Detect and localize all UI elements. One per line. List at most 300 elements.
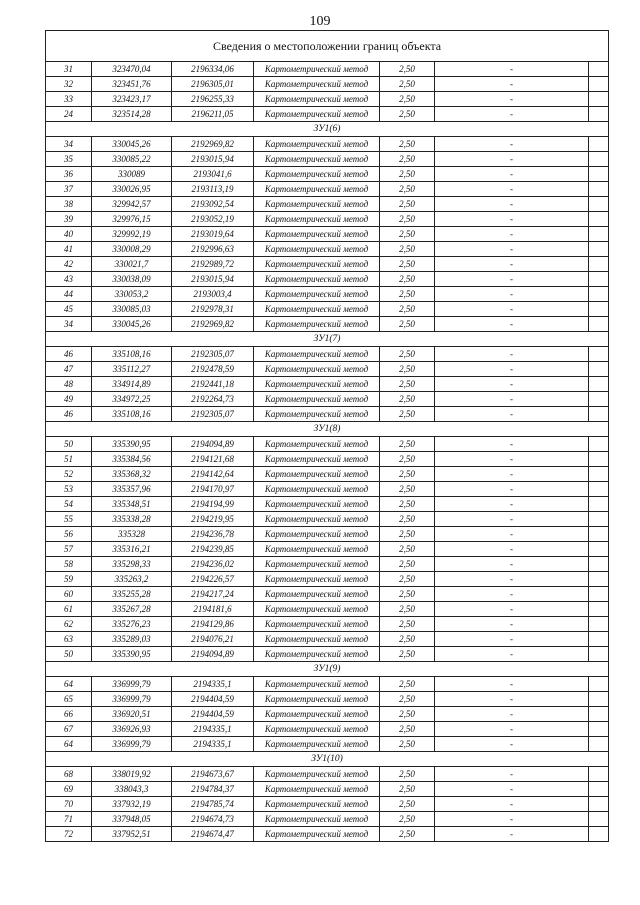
empty-cell: [589, 497, 609, 512]
section-label: ЗУ1(7): [46, 332, 609, 347]
method-cell: Картометрический метод: [254, 347, 380, 362]
table-row: [46, 107, 609, 122]
empty-cell: [589, 782, 609, 797]
y-coordinate-cell: 2194673,67: [172, 767, 254, 782]
empty-cell: [589, 272, 609, 287]
empty-cell: [589, 602, 609, 617]
table-row: [46, 542, 609, 557]
empty-cell: [589, 722, 609, 737]
table-row: [46, 467, 609, 482]
precision-cell: 2,50: [380, 227, 435, 242]
method-cell: Картометрический метод: [254, 287, 380, 302]
point-number-cell: 50: [46, 437, 92, 452]
point-number-cell: 46: [46, 407, 92, 422]
method-cell: Картометрический метод: [254, 302, 380, 317]
method-cell: Картометрический метод: [254, 677, 380, 692]
x-coordinate-cell: 329992,19: [92, 227, 172, 242]
precision-cell: 2,50: [380, 782, 435, 797]
empty-cell: [589, 647, 609, 662]
description-cell: -: [435, 632, 589, 647]
table-row: [46, 182, 609, 197]
description-cell: -: [435, 797, 589, 812]
description-cell: -: [435, 512, 589, 527]
description-cell: -: [435, 167, 589, 182]
empty-cell: [589, 302, 609, 317]
x-coordinate-cell: 335390,95: [92, 437, 172, 452]
table-row: [46, 167, 609, 182]
empty-cell: [589, 827, 609, 842]
method-cell: Картометрический метод: [254, 767, 380, 782]
method-cell: Картометрический метод: [254, 602, 380, 617]
point-number-cell: 57: [46, 542, 92, 557]
precision-cell: 2,50: [380, 527, 435, 542]
precision-cell: 2,50: [380, 677, 435, 692]
description-cell: -: [435, 497, 589, 512]
empty-cell: [589, 347, 609, 362]
precision-cell: 2,50: [380, 257, 435, 272]
point-number-cell: 50: [46, 647, 92, 662]
x-coordinate-cell: 335263,2: [92, 572, 172, 587]
y-coordinate-cell: 2196255,33: [172, 92, 254, 107]
table-row: [46, 632, 609, 647]
table-row: [46, 767, 609, 782]
description-cell: -: [435, 137, 589, 152]
table-row: [46, 617, 609, 632]
method-cell: Картометрический метод: [254, 317, 380, 332]
x-coordinate-cell: 336999,79: [92, 737, 172, 752]
table-row: [46, 497, 609, 512]
precision-cell: 2,50: [380, 347, 435, 362]
x-coordinate-cell: 335357,96: [92, 482, 172, 497]
point-number-cell: 47: [46, 362, 92, 377]
boundary-coordinates-table: [45, 30, 609, 842]
empty-cell: [589, 632, 609, 647]
section-label: ЗУ1(10): [46, 752, 609, 767]
y-coordinate-cell: 2193015,94: [172, 272, 254, 287]
y-coordinate-cell: 2193015,94: [172, 152, 254, 167]
empty-cell: [589, 392, 609, 407]
x-coordinate-cell: 330053,2: [92, 287, 172, 302]
description-cell: -: [435, 227, 589, 242]
empty-cell: [589, 167, 609, 182]
precision-cell: 2,50: [380, 137, 435, 152]
x-coordinate-cell: 323470,04: [92, 62, 172, 77]
description-cell: -: [435, 587, 589, 602]
table-row: [46, 62, 609, 77]
point-number-cell: 67: [46, 722, 92, 737]
y-coordinate-cell: 2193092,54: [172, 197, 254, 212]
y-coordinate-cell: 2194219,95: [172, 512, 254, 527]
description-cell: -: [435, 257, 589, 272]
method-cell: Картометрический метод: [254, 512, 380, 527]
precision-cell: 2,50: [380, 572, 435, 587]
description-cell: -: [435, 572, 589, 587]
precision-cell: 2,50: [380, 242, 435, 257]
y-coordinate-cell: 2194785,74: [172, 797, 254, 812]
table-row: [46, 272, 609, 287]
description-cell: -: [435, 197, 589, 212]
precision-cell: 2,50: [380, 182, 435, 197]
empty-cell: [589, 677, 609, 692]
table-row: [46, 137, 609, 152]
empty-cell: [589, 317, 609, 332]
point-number-cell: 63: [46, 632, 92, 647]
y-coordinate-cell: 2193113,19: [172, 182, 254, 197]
description-cell: -: [435, 527, 589, 542]
precision-cell: 2,50: [380, 77, 435, 92]
description-cell: -: [435, 467, 589, 482]
point-number-cell: 61: [46, 602, 92, 617]
y-coordinate-cell: 2192969,82: [172, 317, 254, 332]
table-row: [46, 152, 609, 167]
y-coordinate-cell: 2192996,63: [172, 242, 254, 257]
point-number-cell: 24: [46, 107, 92, 122]
description-cell: -: [435, 782, 589, 797]
point-number-cell: 31: [46, 62, 92, 77]
point-number-cell: 62: [46, 617, 92, 632]
empty-cell: [589, 377, 609, 392]
precision-cell: 2,50: [380, 632, 435, 647]
x-coordinate-cell: 335368,32: [92, 467, 172, 482]
empty-cell: [589, 572, 609, 587]
method-cell: Картометрический метод: [254, 92, 380, 107]
method-cell: Картометрический метод: [254, 242, 380, 257]
empty-cell: [589, 707, 609, 722]
page-number: 109: [309, 14, 331, 29]
method-cell: Картометрический метод: [254, 467, 380, 482]
table-row: [46, 812, 609, 827]
empty-cell: [589, 482, 609, 497]
y-coordinate-cell: 2193019,64: [172, 227, 254, 242]
section-label: ЗУ1(8): [46, 422, 609, 437]
empty-cell: [589, 527, 609, 542]
x-coordinate-cell: 335267,28: [92, 602, 172, 617]
point-number-cell: 43: [46, 272, 92, 287]
empty-cell: [589, 437, 609, 452]
empty-cell: [589, 62, 609, 77]
precision-cell: 2,50: [380, 737, 435, 752]
precision-cell: 2,50: [380, 827, 435, 842]
y-coordinate-cell: 2194181,6: [172, 602, 254, 617]
description-cell: -: [435, 452, 589, 467]
y-coordinate-cell: 2194784,37: [172, 782, 254, 797]
x-coordinate-cell: 330085,03: [92, 302, 172, 317]
method-cell: Картометрический метод: [254, 212, 380, 227]
empty-cell: [589, 182, 609, 197]
description-cell: -: [435, 242, 589, 257]
precision-cell: 2,50: [380, 197, 435, 212]
y-coordinate-cell: 2194239,85: [172, 542, 254, 557]
description-cell: -: [435, 212, 589, 227]
x-coordinate-cell: 336999,79: [92, 677, 172, 692]
section-row: [46, 422, 609, 437]
x-coordinate-cell: 337932,19: [92, 797, 172, 812]
table-row: [46, 347, 609, 362]
y-coordinate-cell: 2194404,59: [172, 692, 254, 707]
method-cell: Картометрический метод: [254, 107, 380, 122]
method-cell: Картометрический метод: [254, 362, 380, 377]
y-coordinate-cell: 2192478,59: [172, 362, 254, 377]
method-cell: Картометрический метод: [254, 647, 380, 662]
description-cell: -: [435, 77, 589, 92]
table-row: [46, 362, 609, 377]
x-coordinate-cell: 335298,33: [92, 557, 172, 572]
empty-cell: [589, 152, 609, 167]
empty-cell: [589, 107, 609, 122]
table-row: [46, 647, 609, 662]
precision-cell: 2,50: [380, 557, 435, 572]
description-cell: -: [435, 557, 589, 572]
x-coordinate-cell: 323423,17: [92, 92, 172, 107]
x-coordinate-cell: 338019,92: [92, 767, 172, 782]
method-cell: Картометрический метод: [254, 407, 380, 422]
x-coordinate-cell: 330026,95: [92, 182, 172, 197]
empty-cell: [589, 767, 609, 782]
table-row: [46, 572, 609, 587]
x-coordinate-cell: 336999,79: [92, 692, 172, 707]
point-number-cell: 64: [46, 737, 92, 752]
description-cell: -: [435, 617, 589, 632]
method-cell: Картометрический метод: [254, 617, 380, 632]
point-number-cell: 32: [46, 77, 92, 92]
table-row: [46, 92, 609, 107]
precision-cell: 2,50: [380, 587, 435, 602]
table-row: [46, 512, 609, 527]
empty-cell: [589, 197, 609, 212]
x-coordinate-cell: 323514,28: [92, 107, 172, 122]
x-coordinate-cell: 330021,7: [92, 257, 172, 272]
y-coordinate-cell: 2194404,59: [172, 707, 254, 722]
empty-cell: [589, 617, 609, 632]
y-coordinate-cell: 2192978,31: [172, 302, 254, 317]
method-cell: Картометрический метод: [254, 392, 380, 407]
precision-cell: 2,50: [380, 707, 435, 722]
section-row: [46, 752, 609, 767]
table-row: [46, 587, 609, 602]
x-coordinate-cell: 335338,28: [92, 512, 172, 527]
y-coordinate-cell: 2196334,06: [172, 62, 254, 77]
method-cell: Картометрический метод: [254, 782, 380, 797]
precision-cell: 2,50: [380, 467, 435, 482]
table-row: [46, 197, 609, 212]
method-cell: Картометрический метод: [254, 632, 380, 647]
precision-cell: 2,50: [380, 302, 435, 317]
precision-cell: 2,50: [380, 767, 435, 782]
point-number-cell: 56: [46, 527, 92, 542]
table-row: [46, 527, 609, 542]
point-number-cell: 34: [46, 137, 92, 152]
x-coordinate-cell: 330089: [92, 167, 172, 182]
table-row: [46, 737, 609, 752]
y-coordinate-cell: 2193003,4: [172, 287, 254, 302]
y-coordinate-cell: 2192441,18: [172, 377, 254, 392]
point-number-cell: 60: [46, 587, 92, 602]
point-number-cell: 39: [46, 212, 92, 227]
x-coordinate-cell: 335289,03: [92, 632, 172, 647]
x-coordinate-cell: 335348,51: [92, 497, 172, 512]
x-coordinate-cell: 335108,16: [92, 347, 172, 362]
x-coordinate-cell: 337948,05: [92, 812, 172, 827]
precision-cell: 2,50: [380, 812, 435, 827]
x-coordinate-cell: 335112,27: [92, 362, 172, 377]
table-row: [46, 692, 609, 707]
description-cell: -: [435, 692, 589, 707]
table-row: [46, 722, 609, 737]
description-cell: -: [435, 377, 589, 392]
table-row: [46, 302, 609, 317]
precision-cell: 2,50: [380, 722, 435, 737]
description-cell: -: [435, 362, 589, 377]
method-cell: Картометрический метод: [254, 377, 380, 392]
description-cell: -: [435, 287, 589, 302]
x-coordinate-cell: 335390,95: [92, 647, 172, 662]
empty-cell: [589, 77, 609, 92]
table-row: [46, 77, 609, 92]
method-cell: Картометрический метод: [254, 497, 380, 512]
description-cell: -: [435, 92, 589, 107]
method-cell: Картометрический метод: [254, 587, 380, 602]
point-number-cell: 68: [46, 767, 92, 782]
y-coordinate-cell: 2194094,89: [172, 647, 254, 662]
point-number-cell: 59: [46, 572, 92, 587]
point-number-cell: 53: [46, 482, 92, 497]
empty-cell: [589, 452, 609, 467]
table-row: [46, 227, 609, 242]
x-coordinate-cell: 338043,3: [92, 782, 172, 797]
point-number-cell: 51: [46, 452, 92, 467]
description-cell: -: [435, 542, 589, 557]
table-row: [46, 437, 609, 452]
point-number-cell: 44: [46, 287, 92, 302]
point-number-cell: 33: [46, 92, 92, 107]
empty-cell: [589, 227, 609, 242]
point-number-cell: 52: [46, 467, 92, 482]
y-coordinate-cell: 2194217,24: [172, 587, 254, 602]
precision-cell: 2,50: [380, 407, 435, 422]
x-coordinate-cell: 329976,15: [92, 212, 172, 227]
method-cell: Картометрический метод: [254, 182, 380, 197]
method-cell: Картометрический метод: [254, 557, 380, 572]
section-row: [46, 662, 609, 677]
description-cell: -: [435, 437, 589, 452]
precision-cell: 2,50: [380, 647, 435, 662]
y-coordinate-cell: 2194094,89: [172, 437, 254, 452]
precision-cell: 2,50: [380, 617, 435, 632]
y-coordinate-cell: 2192989,72: [172, 257, 254, 272]
y-coordinate-cell: 2194226,57: [172, 572, 254, 587]
y-coordinate-cell: 2194335,1: [172, 677, 254, 692]
y-coordinate-cell: 2192305,07: [172, 407, 254, 422]
method-cell: Картометрический метод: [254, 257, 380, 272]
empty-cell: [589, 362, 609, 377]
table-row: [46, 602, 609, 617]
method-cell: Картометрический метод: [254, 542, 380, 557]
empty-cell: [589, 542, 609, 557]
table-row: [46, 707, 609, 722]
method-cell: Картометрический метод: [254, 812, 380, 827]
precision-cell: 2,50: [380, 377, 435, 392]
point-number-cell: 64: [46, 677, 92, 692]
precision-cell: 2,50: [380, 92, 435, 107]
method-cell: Картометрический метод: [254, 62, 380, 77]
table-row: [46, 557, 609, 572]
x-coordinate-cell: 337952,51: [92, 827, 172, 842]
empty-cell: [589, 557, 609, 572]
empty-cell: [589, 587, 609, 602]
empty-cell: [589, 287, 609, 302]
description-cell: -: [435, 152, 589, 167]
empty-cell: [589, 512, 609, 527]
precision-cell: 2,50: [380, 392, 435, 407]
y-coordinate-cell: 2192969,82: [172, 137, 254, 152]
y-coordinate-cell: 2194335,1: [172, 737, 254, 752]
empty-cell: [589, 137, 609, 152]
description-cell: -: [435, 707, 589, 722]
point-number-cell: 40: [46, 227, 92, 242]
description-cell: -: [435, 482, 589, 497]
y-coordinate-cell: 2194236,78: [172, 527, 254, 542]
empty-cell: [589, 797, 609, 812]
description-cell: -: [435, 392, 589, 407]
point-number-cell: 38: [46, 197, 92, 212]
point-number-cell: 55: [46, 512, 92, 527]
method-cell: Картометрический метод: [254, 482, 380, 497]
precision-cell: 2,50: [380, 437, 435, 452]
table-row: [46, 797, 609, 812]
method-cell: Картометрический метод: [254, 722, 380, 737]
y-coordinate-cell: 2194236,02: [172, 557, 254, 572]
point-number-cell: 70: [46, 797, 92, 812]
precision-cell: 2,50: [380, 152, 435, 167]
precision-cell: 2,50: [380, 167, 435, 182]
description-cell: -: [435, 347, 589, 362]
description-cell: -: [435, 677, 589, 692]
method-cell: Картометрический метод: [254, 227, 380, 242]
point-number-cell: 65: [46, 692, 92, 707]
y-coordinate-cell: 2196305,01: [172, 77, 254, 92]
point-number-cell: 46: [46, 347, 92, 362]
method-cell: Картометрический метод: [254, 797, 380, 812]
point-number-cell: 37: [46, 182, 92, 197]
method-cell: Картометрический метод: [254, 167, 380, 182]
precision-cell: 2,50: [380, 212, 435, 227]
x-coordinate-cell: 330085,22: [92, 152, 172, 167]
table-row: [46, 407, 609, 422]
method-cell: Картометрический метод: [254, 152, 380, 167]
point-number-cell: 42: [46, 257, 92, 272]
method-cell: Картометрический метод: [254, 692, 380, 707]
x-coordinate-cell: 330038,09: [92, 272, 172, 287]
section-row: [46, 122, 609, 137]
precision-cell: 2,50: [380, 272, 435, 287]
table-row: [46, 827, 609, 842]
point-number-cell: 66: [46, 707, 92, 722]
y-coordinate-cell: 2194194,99: [172, 497, 254, 512]
method-cell: Картометрический метод: [254, 827, 380, 842]
table-row: [46, 392, 609, 407]
x-coordinate-cell: 336926,93: [92, 722, 172, 737]
y-coordinate-cell: 2193052,19: [172, 212, 254, 227]
precision-cell: 2,50: [380, 482, 435, 497]
x-coordinate-cell: 330008,29: [92, 242, 172, 257]
description-cell: -: [435, 107, 589, 122]
precision-cell: 2,50: [380, 512, 435, 527]
y-coordinate-cell: 2194121,68: [172, 452, 254, 467]
description-cell: -: [435, 767, 589, 782]
x-coordinate-cell: 335384,56: [92, 452, 172, 467]
empty-cell: [589, 692, 609, 707]
method-cell: Картометрический метод: [254, 137, 380, 152]
